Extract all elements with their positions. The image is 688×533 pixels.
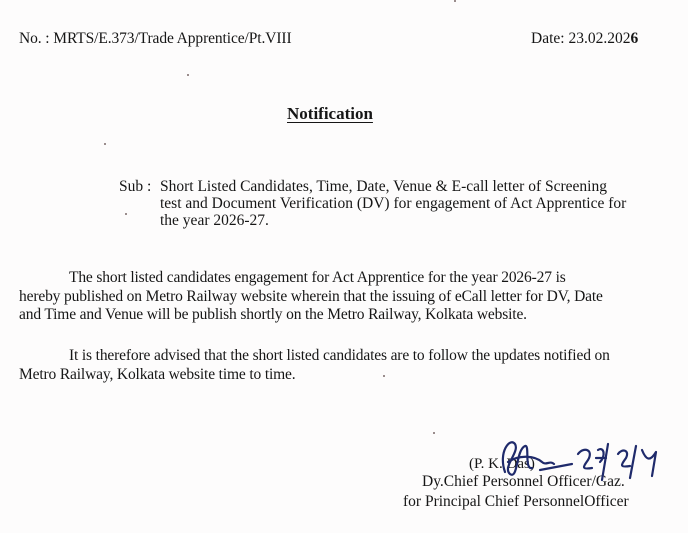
paper-speck [125,213,127,215]
subject-line-2: test and Document Verification (DV) for engagement of Act Apprentice for [160,195,627,212]
paragraph-2-line-2: Metro Railway, Kolkata website time to time. [19,365,296,383]
reference-number: No. : MRTS/E.373/Trade Apprentice/Pt.VIII [19,30,292,47]
document-date [531,30,638,48]
paper-speck [104,143,106,145]
page-title: Notification [287,104,373,123]
subject-block [119,178,626,229]
paragraph-1-line-1: The short listed candidates engagement for Act Apprentice for the year 2026-27 is [69,269,566,286]
paragraph-1-line-2: hereby published on Metro Railway website wherein that the issuing of eCall letter for DV, Date [19,287,603,305]
paragraph-2-line-1: It is therefore advised that the short listed candidates are to follow the updates notified on [69,347,610,364]
subject-line-1: Short Listed Candidates, Time, Date, Venue & E-call letter of Screening [160,178,607,195]
handwritten-signature-icon [480,432,680,492]
paper-speck [454,0,456,2]
paper-speck [433,432,435,434]
body-paragraph-2 [19,347,679,384]
signatory-designation: Dy.Chief Personnel Officer/Gaz. [422,473,625,490]
paragraph-1-line-3: and Time and Venue will be publish shortly on the Metro Railway, Kolkata website. [19,306,527,323]
body-paragraph-1 [19,269,679,325]
subject-line-3: the year 2026-27. [160,212,269,229]
subject-label: Sub : [119,178,152,195]
date-text: Date: 23.02.202 [531,30,631,47]
paper-speck [383,375,385,377]
date-last-digit: 6 [630,30,639,47]
signatory-for-line: for Principal Chief PersonnelOfficer [403,493,629,510]
signatory-name: (P. K. Das) [469,456,535,472]
paper-speck [187,74,189,76]
